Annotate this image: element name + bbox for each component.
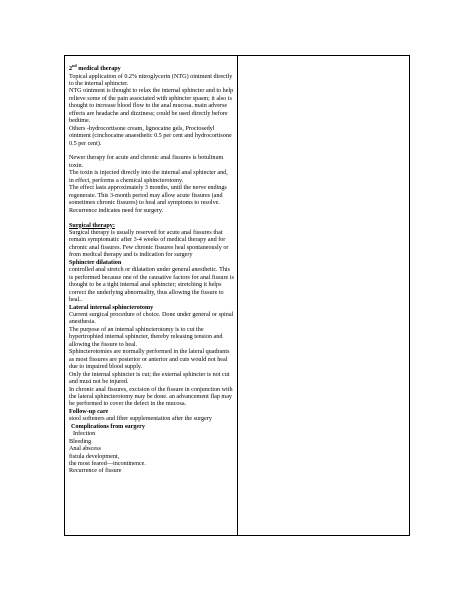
surgical-therapy-heading: Surgical therapy: bbox=[69, 222, 115, 229]
complication-item: Bleeding bbox=[69, 438, 92, 445]
medical-therapy-heading: 2nd medical therapy bbox=[69, 63, 121, 73]
empty-column bbox=[238, 56, 409, 535]
sphincter-dilatation-heading: Sphincter dilatation bbox=[69, 259, 122, 266]
follow-up-text: stool softeners and fiber supplementation after the surgery bbox=[69, 416, 212, 423]
ntg-application-text: Topical application of 0.2% nitroglycerin (NTG) ointment directly to the internal sphincter. bbox=[69, 73, 233, 87]
document-table bbox=[64, 55, 410, 536]
lateral-sphincterotomy-heading: Lateral internal sphincterotomy bbox=[69, 304, 154, 311]
complications-heading: Complications from surgery bbox=[71, 423, 145, 430]
other-ointments-text: Others -hydrocortisone cream, lignocaine gels, Proctosedyl ointment (cinchocaine anaesthetic 0.5 per cent and hydrocortisone 0.5 per cent). bbox=[69, 125, 232, 147]
content-column bbox=[65, 56, 238, 535]
chronic-fissure-text: In chronic anal fissures, excision of the fissure in conjunction with the lateral sphincterotomy may be done. an advancement flap may be performed to cover the defect in the mucosa. bbox=[69, 386, 233, 408]
botulinum-injection-text: The toxin is injected directly into the internal anal sphincter and, in effect, performs a chemical sphincterotomy. bbox=[69, 170, 228, 184]
surgical-therapy-text: Surgical therapy is usually reserved for acute anal fissures that remain symptomatic after 3-4 weeks of medical therapy and for chronic anal fissures. Few chronic fissures heal spontaneously or from medical therapy and is indication for surgery bbox=[69, 229, 229, 259]
botulinum-effect-text: The effect lasts approximately 3 months, until the nerve endings regenerate. This 3-month period may allow acute fissures (and sometimes chronic fissures) to heal and symptoms to resolve. Recurrence indicates need for surgery. bbox=[69, 185, 227, 214]
complication-item: the most feared—incontinence. bbox=[69, 461, 146, 468]
complication-item: Recurrence of fissure bbox=[69, 468, 122, 475]
follow-up-heading: Follow-up care bbox=[69, 408, 109, 415]
botulinum-intro-text: Newer therapy for acute and chronic anal fissures is botulinum toxin. bbox=[69, 155, 224, 169]
sphincterotomy-internal-text: Only the internal sphincter is cut; the external sphincter is not cut and must not be injured. bbox=[69, 371, 230, 386]
sphincterotomy-location-text: Sphincterotomies are normally performed in the lateral quadrants as most fissures are posterior or anterior and cuts would not heal due to impaired blood supply. bbox=[69, 349, 230, 371]
sphincter-dilatation-text: controlled anal stretch or dilatation under general anesthetic. This is performed because one of the causative factors for anal fissure is thought to be a tight internal anal sphincter; stretching it helps correct the underlying abnormality, thus allowing the fissure to heal.. bbox=[69, 267, 234, 304]
sphincterotomy-choice-text: Current surgical procedure of choice. Done under general or spinal anesthesia. bbox=[69, 311, 234, 326]
complication-item: fistula development, bbox=[69, 453, 120, 460]
sphincterotomy-purpose-text: The purpose of an internal sphincterotomy is to cut the hypertrophied internal sphincter, thereby releasing tension and allowing the fissure to heal. bbox=[69, 326, 223, 348]
ntg-mechanism-text: NTG ointment is thought to relax the internal sphincter and to help relieve some of the pain associated with sphincter spasm; it also is thought to increase blood flow to the anal mucosa. main adverse effects are headache and dizziness; could be used directly before bedtime. bbox=[69, 88, 234, 125]
complication-item: Anal abscess bbox=[69, 446, 101, 453]
complication-item: Infection bbox=[73, 431, 96, 438]
